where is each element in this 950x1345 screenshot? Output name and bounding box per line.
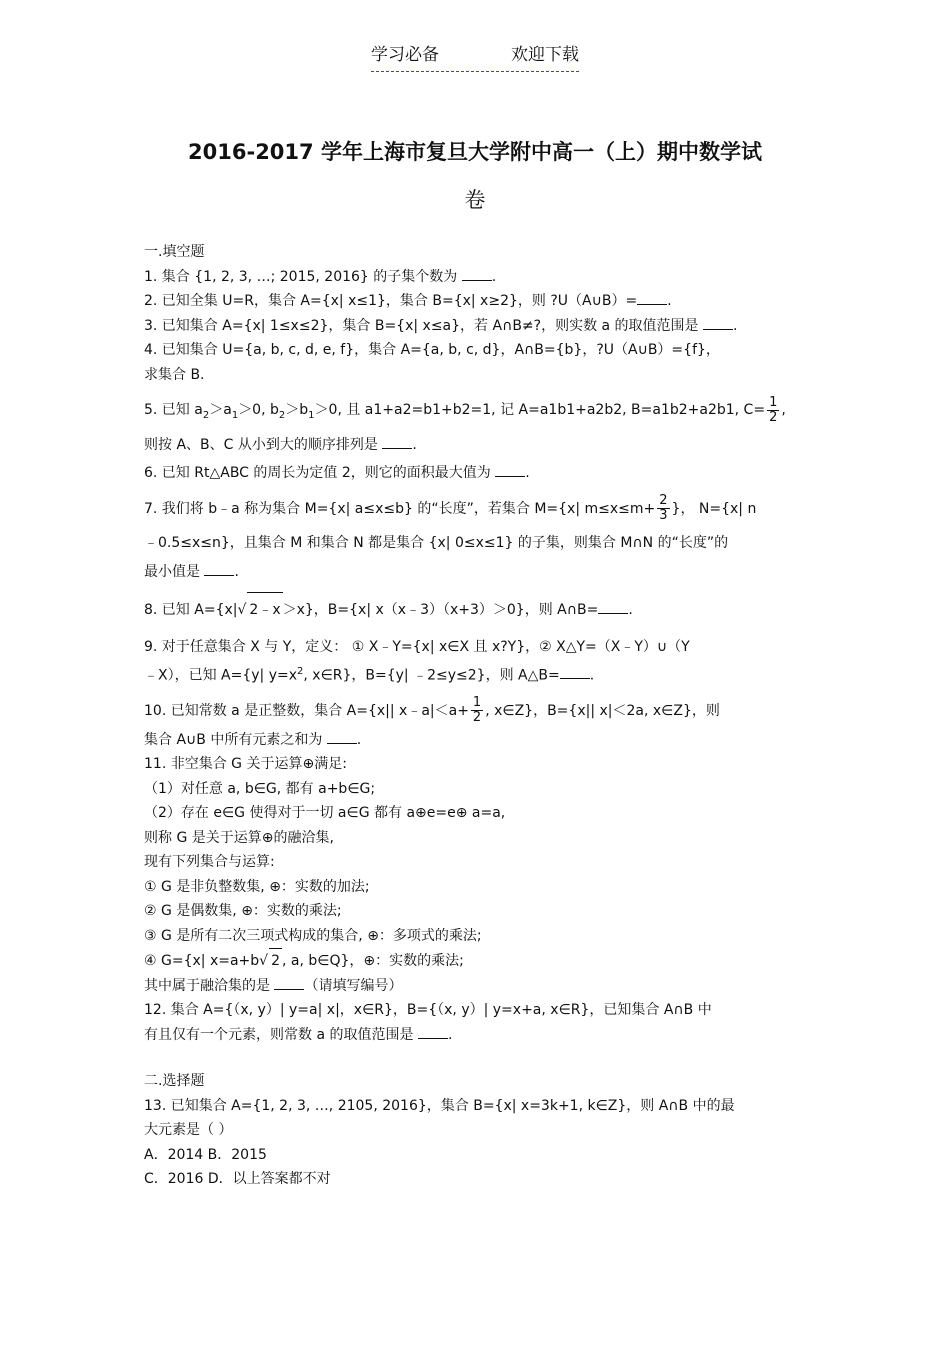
header-right-text: 欢迎下载 xyxy=(511,45,579,65)
answer-blank xyxy=(204,561,234,576)
question-9-cont: ﹣X），已知 A={y| $y=x^2$, x∈R}，B={y| ﹣2≤y≤2}，则 A△B= . xyxy=(144,665,595,684)
question-3: 3. 已知集合 A={x| 1≤x≤2}，集合 B={x| x≤a}，若 A∩B≠?，则实数 a 的取值范围是 . xyxy=(144,314,808,339)
question-11-opt-1: ① G 是非负整数集, ⊕：实数的加法; xyxy=(144,878,370,895)
question-7-cont: ﹣0.5≤x≤n}，且集合 M 和集合 N 都是集合 {x| 0≤x≤1} 的子集，则集合 M∩N 的“长度”的 xyxy=(144,534,729,551)
question-1: 1. 集合 {1, 2, 3, …; 2015, 2016} 的子集个数为 . xyxy=(144,265,808,290)
sqrt-expression: 2﹣x xyxy=(247,592,282,627)
fraction-one-half: $\frac{1}{2}$ xyxy=(472,695,482,726)
question-12: 12. 集合 A={（x, y）| y=a| x|，x∈R}，B={（x, y）| y=x+a, x∈R}，已知集合 A∩B 中 xyxy=(144,1002,712,1019)
question-8: 8. 已知 A={x|√ 2﹣x ＞x}，B={x| x（x﹣3）（x+3）＞0}，则 A∩B= . xyxy=(144,592,808,627)
exam-content xyxy=(144,240,808,1192)
title-line-2: 卷 xyxy=(464,188,486,212)
answer-blank xyxy=(382,434,412,449)
answer-blank xyxy=(327,729,357,744)
answer-blank xyxy=(560,664,590,679)
question-11-cond-2: （2）存在 e∈G 使得对于一切 a∈G 都有 a⊕e=e⊕ a=a, xyxy=(144,805,506,822)
fraction-two-thirds: $\frac{2}{3}$ xyxy=(659,493,668,524)
fraction-one-half: $\frac{1}{2}$ xyxy=(769,394,778,425)
answer-blank xyxy=(274,975,304,990)
question-13-options-cd: C．2016 D．以上答案都不对 xyxy=(144,1171,331,1188)
question-10: 10. 已知常数 a 是正整数，集合 A={x|| x﹣a|＜a+ $\frac{1}{2}$ , x∈Z}，B={x|| x|＜2a, x∈Z}，则 xyxy=(144,695,720,726)
section-heading-fill: 一.填空题 xyxy=(144,244,205,260)
answer-blank xyxy=(495,462,525,477)
question-7-end: 最小值是 . xyxy=(144,560,808,585)
question-12-cont: 有且仅有一个元素，则常数 a 的取值范围是 . xyxy=(144,1023,808,1048)
question-13: 13. 已知集合 A={1, 2, 3, …, 2105, 2016}，集合 B={x| x=3k+1, k∈Z}，则 A∩B 中的最 xyxy=(144,1097,735,1114)
question-5: 5. 已知 $a_2>a_1>0$, $b_2>b_1>0$, 且 a1+a2=b1+b2=1, 记 A=a1b1+a2b2, B=a1b2+a2b1, C= $\frac{1}{2}$ , xyxy=(144,394,786,425)
question-7: 7. 我们将 b﹣a 称为集合 M={x| a≤x≤b} 的“长度”，若集合 M={x| m≤x≤m+ $\frac{2}{3}$ }， N={x| n xyxy=(144,493,757,524)
question-11-intro: 现有下列集合与运算: xyxy=(144,854,275,871)
section-heading-choice: 二.选择题 xyxy=(144,1073,205,1090)
question-11-ask: 其中属于融洽集的是 （请填写编号） xyxy=(144,974,808,999)
question-11-opt-2: ② G 是偶数集, ⊕：实数的乘法; xyxy=(144,903,342,920)
answer-blank xyxy=(462,266,492,281)
question-5-cont: 则按 A、B、C 从小到大的顺序排列是 . xyxy=(144,433,808,458)
question-13-options-ab: A．2014 B．2015 xyxy=(144,1146,267,1163)
header-left-text: 学习必备 xyxy=(371,45,439,65)
answer-blank xyxy=(598,599,628,614)
question-11-def: 则称 G 是关于运算⊕的融洽集, xyxy=(144,829,334,846)
question-2: 2. 已知全集 U=R，集合 A={x| x≤1}，集合 B={x| x≥2}，则 ?U（A∪B）= . xyxy=(144,289,808,314)
answer-blank xyxy=(418,1024,448,1039)
document-title xyxy=(0,128,950,224)
question-4-cont: 求集合 B. xyxy=(144,366,205,383)
sqrt-expression: 2 xyxy=(269,948,282,974)
question-11: 11. 非空集合 G 关于运算⊕满足: xyxy=(144,756,347,773)
question-11-opt-4: ④ G={x| x=a+b√ 2 , a, b∈Q}，⊕：实数的乘法; xyxy=(144,948,808,974)
question-4: 4. 已知集合 U={a, b, c, d, e, f}，集合 A={a, b, c, d}，A∩B={b}，?U（A∪B）={f}， xyxy=(144,342,720,358)
question-11-opt-3: ③ G 是所有二次三项式构成的集合, ⊕：多项式的乘法; xyxy=(144,927,482,944)
page-header xyxy=(0,40,950,72)
question-13-cont: 大元素是（ ） xyxy=(144,1122,233,1139)
question-6: 6. 已知 Rt△ABC 的周长为定值 2，则它的面积最大值为 . xyxy=(144,461,808,486)
question-10-cont: 集合 A∪B 中所有元素之和为 . xyxy=(144,728,808,753)
title-line-1: 2016-2017 学年上海市复旦大学附中高一（上）期中数学试 xyxy=(188,140,762,164)
question-9: 9. 对于任意集合 X 与 Y，定义： ① X﹣Y={x| x∈X 且 x?Y}，② X△Y=（X﹣Y）∪（Y xyxy=(144,639,690,656)
question-11-cond-1: （1）对任意 a, b∈G, 都有 a+b∈G; xyxy=(144,780,376,797)
answer-blank xyxy=(703,315,733,330)
header-underline xyxy=(371,40,579,72)
answer-blank xyxy=(637,290,667,305)
